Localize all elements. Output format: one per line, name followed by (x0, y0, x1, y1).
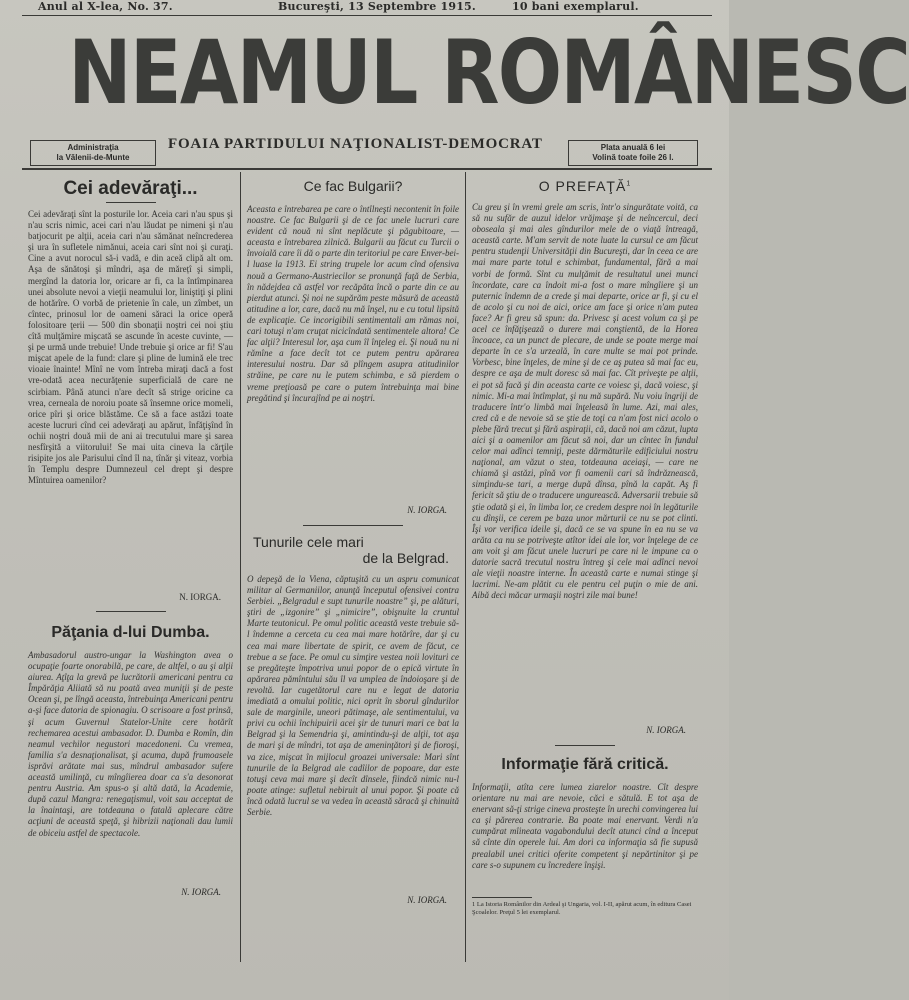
article-body-tunurile: O depeşă de la Viena, căptuşită cu un aspru comunicat militar al Germaniilor, anunţă începutul ofensivei contra Serbiei. „Belgradul e supt tunurile noastre” şi, pe alături, ştiri de „izgonire” şi „nimicire”, obişnuite la cruntul Marte teutonicul. Pe omul politic această veste trebuie să-l îndemne a cerceta cu cea mai mare hotărîre, dar şi cu cea mai mare libertate de spirit, ce avem de făcut, ce trebue a se face. Pe omul cu simţire vestea noii lovituri ce se pregăteşte împotriva unui popor de o epică virtute în apărarea pămîntului său îl va umplea de îndoioşare şi de revoltă. Iar cugetătorul care nu e legat de datoria imediată a omului politic, nici oprit în sborul gîndurilor sale de marginile, uneori pătimaşe, ale sentimentului, va privi cu ochii închipuirii acei şir de tunuri mari ce bat la Belgrad şi la Semendria şi, amintindu-şi de alţii, tot aşa de mari şi de mîndri, tot aşa de ameninţători şi de fioroşi, va zice, mişcat în mijlocul groazei universale: Mari sînt tunurile de la Belgrad ale cadîilor de popoare, dar este totuşi ceva mai mare şi decît dînsele, fiindcă nimic nu-l poate atinge: sufletul nebiruit al unui popor. Şi poate că încă odată lucrul se va vedea în această săracă şi chinuită Serbie. (247, 574, 459, 817)
article-title-adevarati: Cei adevăraţi... (63, 178, 198, 199)
signature-tunurile: N. IORGA. (407, 895, 447, 905)
signature-prefata: N. IORGA. (646, 725, 686, 735)
article-separator (96, 611, 166, 612)
article-body-bulgarii: Aceasta e întrebarea pe care o întîlneşti necontenit în foile noastre. Ce fac Bulgarii şi de ce fac unele lucruri care evident că nouă ni sînt neplăcute şi păgubitoare, — aceasta e întrebarea zilnică. Bulgarii au făcut cu Turcii o învoială care îi dă o parte din teritoriul pe care Enver-bei-l luase la 1913. Ei string trupele lor acum cînd ofensiva nouă a Germano-Austriecilor se pronunţă faţă de Serbia, în nădejdea că astfel vor recăpăta încă o parte din ce au pierdut atunci. Şi noi ne supărăm peste măsură de această atitudine a lor, care, dacă nu mă înşel, nu e cu totul lipsită de explicaţie. Ce incorigibili sentimentali am rămas noi, cari totuşi n'am cruţat nicicîndată sentimentele altora! Ce fac alţii? Interesul lor, aşa cum îl înţeleg ei. Şi nouă nu ni rămîne a face decît tot ce putem pentru apărarea interesului nostru. Dar să plîngem asupra atitudinilor străine, pe care nu le putem schimba, e să pierdem o vreme preţioasă pe care o putem întrebuinţa mai bine pregătind şi încurajînd pe ai noştri. (247, 204, 459, 403)
signature-adevarati: N. IORGA. (179, 592, 221, 602)
article-title-informatie: Informaţie fără critică. (501, 756, 669, 773)
column-3 (472, 176, 698, 966)
masthead-rule (22, 168, 712, 170)
article-body-dumba: Ambasadorul austro-ungar la Washington avea o ocupaţie foarte onorabilă, pe care, de altfel, o au şi alţii aiurea. Aţîţa la grevă pe lucrătorii americani pentru ca Împărăţia Aliiată să nu poată avea muniţii şi de peste Ocean şi, pe lîngă aceasta, întrebuinţa Americani pentru a-şi face datoria de spionagiu. O scrisoare a fost prinsă, şi acum Guvernul Statelor-Unite cere hotărît rechemarea acestui ambasador. D. Dumba e Romîn, din neamul vechilor negustori macedoneni. Cu vremea, familia s'a desnaţionalisat, şi acuma, după frumoasele isprăvi arătate mai sus, mîndrul ambasador sufere această umilinţă, cu mîngîierea doar ca s'a desonorat pentru Austria. Am spus-o şi altă dată, la Academie, după cazul Mangra: renegaţismul, voit sau acceptat de la înaintaşi, are totdeauna o fatală aplecare către acţiuni de această speţă, şi hibrizii naţionali dau lumii de obiceiu astfel de spectacole. (28, 650, 233, 838)
subscription-line-2: Volină toate foile 26 l. (592, 153, 674, 162)
article-title-tunurile-2: de la Belgrad. (362, 550, 449, 566)
title-underline (106, 202, 156, 203)
footnote-rule (472, 897, 532, 898)
column-rule-1 (240, 172, 241, 962)
subscription-line-1: Plata anuală 6 lei (600, 143, 666, 152)
article-title-bulgarii: Ce fac Bulgarii? (303, 178, 403, 194)
issue-date: Bucureşti, 13 Septembre 1915. (278, 0, 476, 13)
article-title-tunurile-1: Tunurile cele mari (253, 534, 364, 550)
article-title-prefata (472, 178, 698, 194)
signature-bulgarii: N. IORGA. (407, 505, 447, 515)
signature-dumba: N. IORGA. (181, 887, 221, 897)
article-separator (303, 525, 403, 526)
article-body-prefata: Cu greu şi în vremi grele am scris, într'o singurătate voită, ca să nu sufăr de auzul idelor vrăjmaşe şi de neîncercul, deci oboseala şi mai ales gîndurilor mele de o viaţă întreagă, această carte. M'am servit de note luate la cursul ce am făcut pentru studenţii Universităţii din Bucureşti, dar în ceea ce are mai mare parte totul e schimbat, fundamental, fără a mai vorbi de formă. Sînt cu mulţămit de resultatul unei munci încordate, care ca îndoit mi-a fost o mare mîngîiere şi un puternic îndemn de a crede şi mai departe, orice ar fi, şi cu el de acolo şi cu noi de aici, orice am face şi orice n'am putea face? Ar fi greu să spun: da. Privesc şi acest volum ca şi pe acel ce înfăţişează o durere mai conştientă, de la Horea încoace, ca un punct de plecare, de unde se poate merge mai departe în ce s'a urzeală, în care multe se mai pot prinde. Vorbesc, bine înţeles, de mine şi de ce aş putea să mai fac eu, despre ce aşa de mult doresc să mai fac. Cît priveşte pe alţii, ei pot să facă şi din aceasta carte ce voiesc şi, dacă voiesc, şi nimic. Mi-a mai întîmplat, şi nu mă supără. Nu voiu îngriji de traducere într'o limbă mai înţeleasă în lume. Azi, mai ales, cred că e de nevoie să se ştie de toţi ca n'am fost nici acolo o plebe fără trecut şi fără aspiraţii, că, dacă noi am căzut, lupta aici şi a oamenilor am făcut să noi, dar un cîntec în fundul celor mai adînci temniţi, peste dărmăturile edificiului nostru naţional, am văzut o stea, totdeauna aceiaşi, — care ne chiamă şi astăzi, pînă vor fi oamenii cari să îndrăznească, simţindu-se tari, a merge după dînsa, pînă la capăt. Aş fi fericit să ştiu de o traducere ungurească. Adversarii trebuie să ştie odată şi ei, în limba lor, ce credem despre noi în legăturile cu dînşii, ce cerem pe baza unor mărturii ce nu se pot clinti. Îşi vor verifica ideile şi, dacă ce se va spune în ea nu se va arăta ca nu se potriveşte atîtor idei ale lor, vor înţelege de ce am voit şi am făcut unele lucruri pe care ni le impune ca o datorie sacră trecutul nostru întreg şi cele mai adînci nevoi ale vieţii noastre interne. În această carte e numai stinge şi lacrimi. Ne-am plătit cu ele pentru cel puţin o mie de ani. Aibă deci măcar urmaşii noştri zile mai bune! (472, 202, 698, 601)
article-body-informatie: Informaţii, atîta cere lumea ziarelor noastre. Cît despre orientare nu mai are nevoie, căci e sătulă. E tot aşa de enervant să-ţi strige cineva prosteşte în urechi convingerea lui ca şi părerea contrarie. Ba poate mai enervant. Verdi n'a cumpărat mîineata vagabondului decît atunci cînd a început să cînte din operele lui. Am dori ca informaţia să fie supusă prealabil unei critici oferite competent şi nepărtinitor şi pe care s-o supunem cu încredere înşişi. (472, 782, 698, 870)
issue-price: 10 bani exemplarul. (512, 0, 639, 13)
newspaper-subtitle: FOAIA PARTIDULUI NAŢIONALIST-DEMOCRAT (168, 136, 543, 152)
newspaper-title: NEAMUL ROMÂNESC (68, 21, 909, 124)
admin-line-1: Administraţia (67, 143, 119, 152)
issue-line (30, 0, 710, 14)
subscription-box (568, 140, 698, 166)
prefata-title-text: O PREFAŢĂ (538, 178, 627, 194)
admin-line-2: la Vălenii-de-Munte (56, 153, 130, 162)
column-2 (247, 176, 459, 956)
article-body-adevarati: Cei adevăraţi sînt la posturile lor. Aceia cari n'au spus şi n'au scris nimic, acei cari n'au lăudat pe nimeni şi n'au batjocurit pe alţii, aceia cari n'au sămănat neîncrederea şi ura în sufletele nimănui, aceia cari sînt noi şi curaţi. Cine a avut norocul să-i vadă, e din aceă clipă alt om. Aşa de sănătoşi şi mîndri, aşa de mărețî şi simpli, mergînd la datoria lor, oricare ar fi, ca la întîmpinarea unei absolute nevoi a vieţii neamului lor, liniştiţi şi plini de hotărîre. O vorbă de prietenie în cale, un zîmbet, un cîntec, prinosul lor de oameni săraci la orice operă folositoare ţerii — 500 din sbonaţii noştri cei noi ştiu cîtă mulţămire mişcată se ascunde în aceste cuvinte, — şi pe urmă unde trebuie! Unde trebuie şi orice ar fi! S'au mişcat apele de la fund: clare şi pline de lumină ele trec vioaie înainte! Mînî ne vom întreba miraţi dacă a fost vre-odată acea necurăţenie superficială de care ne scirbiam. Până atunci n'are decît să strige oricine ca vrea, cerneala de noroiu poate să însemne orice momeli, orice pîri şi orice blăstăme. Ce să a face astăzi toate aceste lucruri cînd cei adevăraţi au apărut, înfăţişînd în ochii noştri două mii de ani ai trecutului mare şi sarea nesfîrşită a viitorului! Se mai uita cineva la cărţile risipite jos ale Parisului cînd îl na, tînăr şi viteaz, vorbia în Templu despre Dumnezeul cel drept şi despre Mîntuirea oamenilor? (28, 209, 233, 486)
admin-box (30, 140, 156, 166)
prefata-footnote-mark: 1 (626, 180, 632, 188)
prefata-footnote: 1 La Istoria Românilor din Ardeal şi Ungaria, vol. I-II, apărut acum, în editura Casei Şcoalelor. Preţul 5 lei exemplarul. (472, 901, 692, 916)
column-rule-2 (465, 172, 466, 962)
issue-number: Anul al X-lea, No. 37. (38, 0, 173, 13)
top-rule (22, 15, 712, 16)
article-title-dumba: Păţania d-lui Dumba. (51, 624, 210, 641)
column-1 (28, 176, 233, 956)
article-separator (555, 745, 615, 746)
